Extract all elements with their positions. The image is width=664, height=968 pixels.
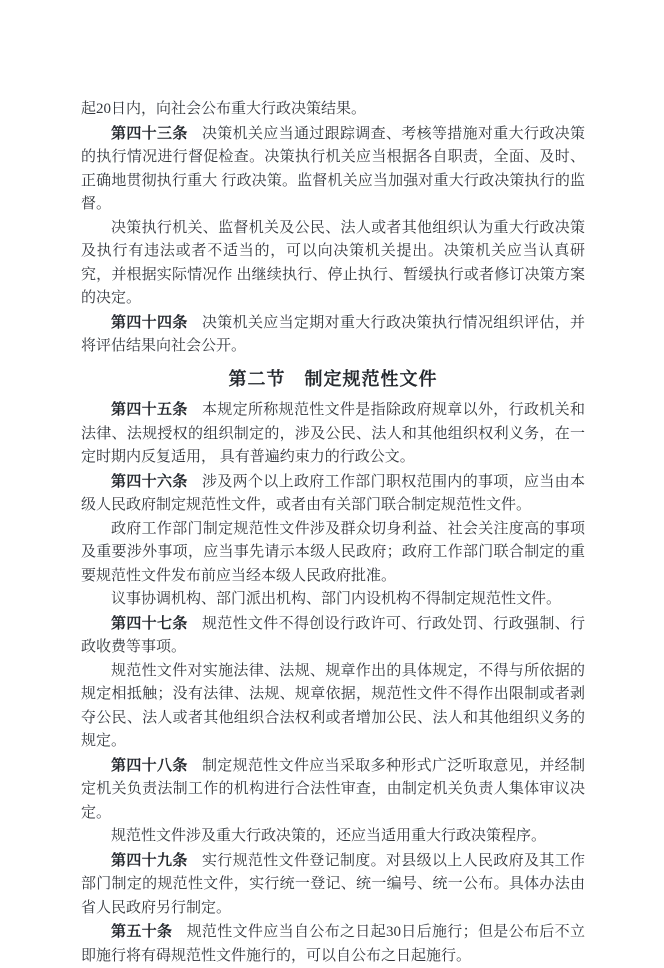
paragraph-text: 议事协调机构、部门派出机构、部门内设机构不得制定规范性文件。 [111, 591, 562, 607]
article-number: 第四十七条 [111, 614, 188, 632]
paragraph-text: 制定规范性文件应当采取多种形式广泛听取意见，并经制定机关负责法制工作的机构进行合法性审查，由制定机关负责人集体审议决定。 [81, 757, 585, 821]
article-number: 第四十九条 [111, 851, 188, 869]
paragraph [81, 825, 585, 849]
paragraph-article-47 [81, 612, 585, 660]
paragraph-text: 实行规范性文件登记制度。对县级以上人民政府及其工作部门制定的规范性文件，实行统一登记、统一编号、统一公布。具体办法由省人民政府另行制定。 [81, 852, 585, 916]
article-number: 第四十五条 [111, 401, 188, 418]
paragraph-text: 规范性文件对实施法律、法规、规章作出的具体规定，不得与所依据的规定相抵触；没有法律、法规、规章依据，规范性文件不得作出限制或者剥夺公民、法人或者其他组织合法权利或者增加公民、法人和其他组织义务的规定。 [81, 662, 585, 749]
article-number: 第四十四条 [111, 313, 188, 331]
paragraph-article-44 [81, 311, 585, 359]
paragraph-article-50 [81, 920, 585, 968]
article-number: 第四十六条 [111, 472, 188, 490]
paragraph-article-43 [81, 122, 585, 217]
paragraph-text: 本规定所称规范性文件是指除政府规章以外，行政机关和法律、法规授权的组织制定的，涉及公民、法人和其他组织权利义务，在一定时期内反复适用， 具有普遍约束力的行政公文。 [81, 402, 585, 465]
paragraph-text: 规范性文件不得创设行政许可、行政处罚、行政强制、行政收费等事项。 [81, 615, 585, 655]
paragraph-text: 规范性文件应当自公布之日起30日后施行；但是公布后不立即施行将有碍规范性文件施行的，可以自公布之日起施行。 [81, 924, 585, 964]
paragraph-text: 决策机关应当定期对重大行政决策执行情况组织评估，并将评估结果向社会公开。 [81, 314, 585, 354]
article-number: 第四十三条 [111, 124, 188, 142]
paragraph-article-48 [81, 754, 585, 826]
paragraph [81, 660, 585, 754]
paragraph [81, 588, 585, 612]
paragraph-article-46 [81, 470, 585, 518]
article-number: 第五十条 [111, 923, 173, 940]
paragraph-text: 涉及两个以上政府工作部门职权范围内的事项，应当由本级人民政府制定规范性文件，或者由有关部门联合制定规范性文件。 [81, 473, 585, 513]
paragraph-text: 规范性文件涉及重大行政决策的，还应当适用重大行政决策程序。 [111, 828, 547, 844]
paragraph-continuation [81, 98, 585, 122]
paragraph-article-45 [81, 398, 585, 470]
paragraph-article-49 [81, 849, 585, 921]
paragraph-text: 决策机关应当通过跟踪调查、考核等措施对重大行政决策的执行情况进行督促检查。决策执行机关应当根据各自职责，全面、及时、正确地贯彻执行重大 行政决策。监督机关应当加强对重大行政决策执行的监督。 [81, 125, 585, 212]
section-heading: 第二节 制定规范性文件 [228, 368, 438, 389]
article-number: 第四十八条 [111, 756, 188, 774]
paragraph-text: 政府工作部门制定规范性文件涉及群众切身利益、社会关注度高的事项及重要涉外事项，应当事先请示本级人民政府；政府工作部门联合制定的重要规范性文件发布前应当经本级人民政府批准。 [81, 520, 585, 584]
paragraph [81, 217, 585, 311]
paragraph [81, 518, 585, 589]
paragraph-text: 起20日内，向社会公布重大行政决策结果。 [81, 101, 367, 117]
paragraph-text: 决策执行机关、监督机关及公民、法人或者其他组织认为重大行政决策及执行有违法或者不适当的，可以向决策机关提出。决策机关应当认真研究，并根据实际情况作 出继续执行、停止执行、暂缓执行或者修订决策方案的决定。 [81, 219, 585, 306]
